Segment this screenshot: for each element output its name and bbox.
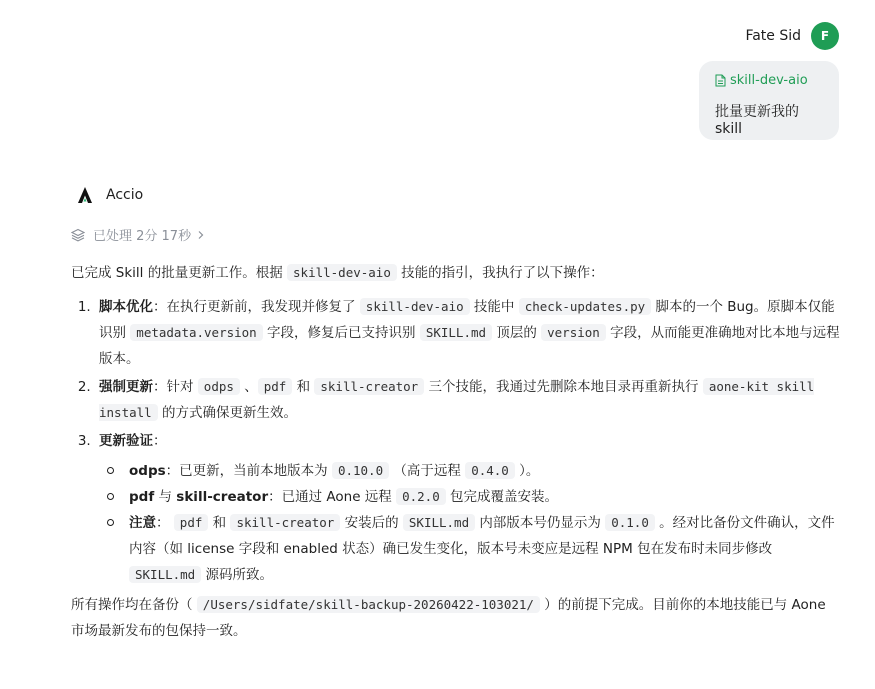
user-header (745, 22, 839, 50)
text: 的方式确保更新生效。 (157, 405, 297, 421)
reply-conclusion (71, 592, 841, 644)
inline-code: skill-dev-aio (360, 298, 470, 315)
layers-icon (71, 228, 85, 242)
text: 源码所致。 (201, 567, 274, 583)
inline-code: 0.10.0 (332, 462, 389, 479)
inline-code: 0.2.0 (396, 488, 446, 505)
item-title: 更新验证 (99, 433, 153, 449)
assistant-reply (71, 260, 841, 644)
text: 包完成覆盖安装。 (445, 489, 559, 505)
user-avatar[interactable]: F (811, 22, 839, 50)
processing-summary[interactable] (71, 225, 205, 244)
text: ：已更新，当前本地版本为 (165, 463, 332, 479)
inline-code: odps (198, 378, 240, 395)
item-title: odps (129, 463, 166, 479)
text: ）的前提下完成。目前你的本地技能已与 Aone 市场最新发布的包保持一致。 (71, 597, 826, 639)
text: 技能的指引，我执行了以下操作： (396, 265, 604, 281)
inline-code: skill-creator (314, 378, 424, 395)
text: ）。 (514, 463, 540, 479)
text: 、 (239, 379, 258, 395)
text: 。经对比备份文件确认，文件内容（如 license 字段和 enabled 状态）确已发生变化，版本号未变应是远程 NPM 包在发布时未同步修改 (129, 515, 835, 557)
user-message-bubble (699, 61, 839, 140)
item-title: 脚本优化 (99, 299, 153, 315)
text: 顶层的 (492, 325, 542, 341)
item-title: skill-creator (176, 489, 269, 505)
text: 技能中 (469, 299, 519, 315)
sub-list-item (125, 484, 841, 510)
text: 字段，修复后已支持识别 (262, 325, 420, 341)
inline-code: pdf (174, 514, 209, 531)
user-name: Fate Sid (745, 28, 801, 44)
inline-code: aone-kit skill install (99, 379, 815, 420)
inline-code: metadata.version (130, 324, 262, 341)
verification-list (99, 458, 841, 588)
text: ：针对 (153, 379, 198, 395)
user-message-text: 批量更新我的skill (715, 104, 799, 137)
agent-name: Accio (106, 187, 144, 203)
text: （高于远程 (389, 463, 466, 479)
accio-logo-icon (76, 186, 94, 204)
inline-code: SKILL.md (420, 324, 492, 341)
item-title: pdf (129, 489, 155, 505)
inline-code: pdf (258, 378, 293, 395)
agent-header (76, 186, 143, 204)
text: 字段，从而能更准确地对比本地与远程版本。 (99, 325, 840, 367)
inline-code: 0.1.0 (605, 514, 655, 531)
attachment-chip[interactable] (715, 71, 825, 89)
file-icon (715, 74, 726, 87)
list-item (95, 374, 841, 426)
text: ：在执行更新前，我发现并修复了 (153, 299, 360, 315)
inline-code: skill-dev-aio (287, 264, 397, 281)
text: 和 (208, 515, 231, 531)
text: ： (156, 515, 174, 531)
inline-code: skill-creator (230, 514, 340, 531)
inline-code: check-updates.py (519, 298, 651, 315)
text: 安装后的 (340, 515, 403, 531)
list-item (95, 294, 841, 372)
inline-code: SKILL.md (403, 514, 475, 531)
text: 内部版本号仍显示为 (475, 515, 606, 531)
text: ：已通过 Aone 远程 (268, 489, 397, 505)
processing-time: 已处理 2分 17秒 (93, 229, 192, 244)
inline-code: 0.4.0 (465, 462, 515, 479)
sub-list-item (125, 510, 841, 588)
inline-code: version (541, 324, 606, 341)
attachment-label: skill-dev-aio (730, 72, 808, 88)
inline-code: SKILL.md (129, 566, 201, 583)
list-item (95, 428, 841, 588)
text: 与 (154, 489, 177, 505)
text: ： (153, 433, 167, 449)
text: 和 (292, 379, 315, 395)
item-title: 强制更新 (99, 379, 153, 395)
action-list (71, 294, 841, 588)
item-title: 注意 (129, 515, 156, 531)
inline-code: /Users/sidfate/skill-backup-20260422-103021/ (197, 596, 540, 613)
text: 三个技能，我通过先删除本地目录再重新执行 (424, 379, 703, 395)
text: 脚本的一个 Bug。原脚本仅能识别 (99, 299, 835, 341)
text: 所有操作均在备份（ (71, 597, 197, 613)
text: 已完成 Skill 的批量更新工作。根据 (71, 265, 288, 281)
chevron-right-icon (197, 230, 205, 240)
reply-intro (71, 260, 841, 286)
sub-list-item (125, 458, 841, 484)
